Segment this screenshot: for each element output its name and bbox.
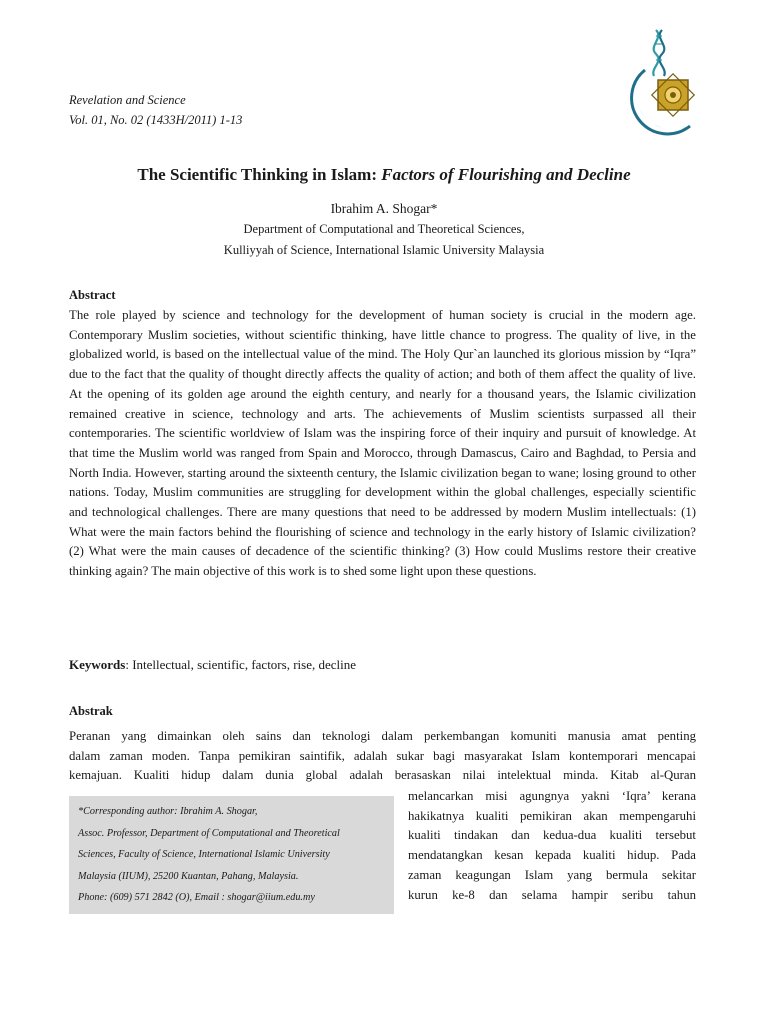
journal-name: Revelation and Science bbox=[69, 93, 186, 107]
abstrak-text bbox=[69, 727, 696, 786]
abstrak-right-line: kurun ke-8 dan selama hampir seribu tahun bbox=[408, 887, 696, 902]
abstract-text: The role played by science and technology for the development of human society is crucial in the modern age. Contemporary Muslim societies, without scientific thinking, have little chance to progress. The quality of live, in the globalized world, is based on the intellectual value of the mind. The Holy Qur`an launched its glorious mission by “Iqra” due to the fact that the quality of thought directly affects the quality of action; and both of them affect the quality of live. At the opening of its golden age around the eighth century, and nearly for a thousand years, the Islamic civilization remained creative in science, technology and arts. The achievements of Muslim scientists surpassed all their contemporaries. The scientific worldview of Islam was the inspiring force of their inquiry and pursuit of knowledge. At that time the Muslim world was ranged from Spain and Morocco, through Damascus, Cairo and Baghdad, to Persia and North India. However, starting around the sixteenth century, the Islamic civilization began to wane; losing ground to other nations. Today, Muslim communities are struggling for development within the global challenges, especially scientific and technological challenges. There are many questions that need to be addressed by modern Muslim intellectuals: (1) What were the main factors behind the flourishing of science and technology in the early history of Islamic civilization? (2) What were the main causes of decadence of the scientific thinking? (3) How could Muslims restore their creative thinking again? The main objective of this work is to shed some light upon these questions. bbox=[69, 308, 696, 579]
abstrak-right-line: zaman keagungan Islam yang bermula sekitar bbox=[408, 867, 696, 882]
footnote-line: Malaysia (IIUM), 25200 Kuantan, Pahang, Malaysia. bbox=[78, 870, 299, 882]
abstract-heading: Abstract bbox=[69, 288, 116, 302]
abstrak-right-line: melancarkan misi agungnya yakni ‘Iqra’ kerana bbox=[408, 789, 696, 803]
author-name: Ibrahim A. Shogar* bbox=[330, 201, 438, 216]
journal-header bbox=[69, 90, 242, 130]
abstrak-right-line: kualiti tindakan dan kedua-dua kualiti tersebut bbox=[408, 828, 696, 843]
abstrak-right-column bbox=[408, 787, 696, 905]
abstrak-line: Peranan yang dimainkan oleh sains dan teknologi dalam perkembangan komuniti manusia amat penting bbox=[69, 729, 696, 743]
author-department: Department of Computational and Theoretical Sciences, bbox=[243, 222, 525, 236]
paper-title bbox=[0, 165, 768, 185]
keywords-text: : Intellectual, scientific, factors, rise, decline bbox=[125, 657, 356, 672]
footnote-line: Sciences, Faculty of Science, International Islamic University bbox=[78, 849, 330, 860]
journal-volume: Vol. 01, No. 02 (1433H/2011) 1-13 bbox=[69, 113, 243, 127]
abstrak-right-line: mendatangkan kesan kepada kualiti hidup. Pada bbox=[408, 848, 696, 863]
title-main: The Scientific Thinking in Islam: bbox=[137, 165, 382, 184]
footnote-line: Phone: (609) 571 2842 (O), Email : shogar@iium.edu.my bbox=[78, 892, 315, 903]
footnote-line: *Corresponding author: Ibrahim A. Shogar, bbox=[78, 806, 258, 817]
journal-logo-icon bbox=[612, 26, 708, 142]
title-subtitle: Factors of Flourishing and Decline bbox=[381, 165, 631, 184]
author-institution: Kulliyyah of Science, International Islamic University Malaysia bbox=[223, 243, 545, 257]
author-block bbox=[0, 198, 768, 261]
abstrak-heading: Abstrak bbox=[69, 704, 113, 718]
keywords-label: Keywords bbox=[69, 657, 126, 672]
keywords bbox=[69, 657, 356, 673]
corresponding-author-box bbox=[69, 796, 394, 914]
footnote-line: Assoc. Professor, Department of Computational and Theoretical bbox=[78, 827, 340, 839]
abstrak-right-line: hakikatnya kualiti pemikiran akan mempengaruhi bbox=[408, 808, 696, 823]
abstrak-line: dalam zaman moden. Tanpa pemikiran saintifik, adalah sukar bagi masyarakat Islam kontemporari mencapai bbox=[69, 748, 696, 763]
abstrak-line: kemajuan. Kualiti hidup dalam dunia global adalah berasaskan nilai intelektual minda. Kitab al-Quran bbox=[69, 768, 696, 783]
